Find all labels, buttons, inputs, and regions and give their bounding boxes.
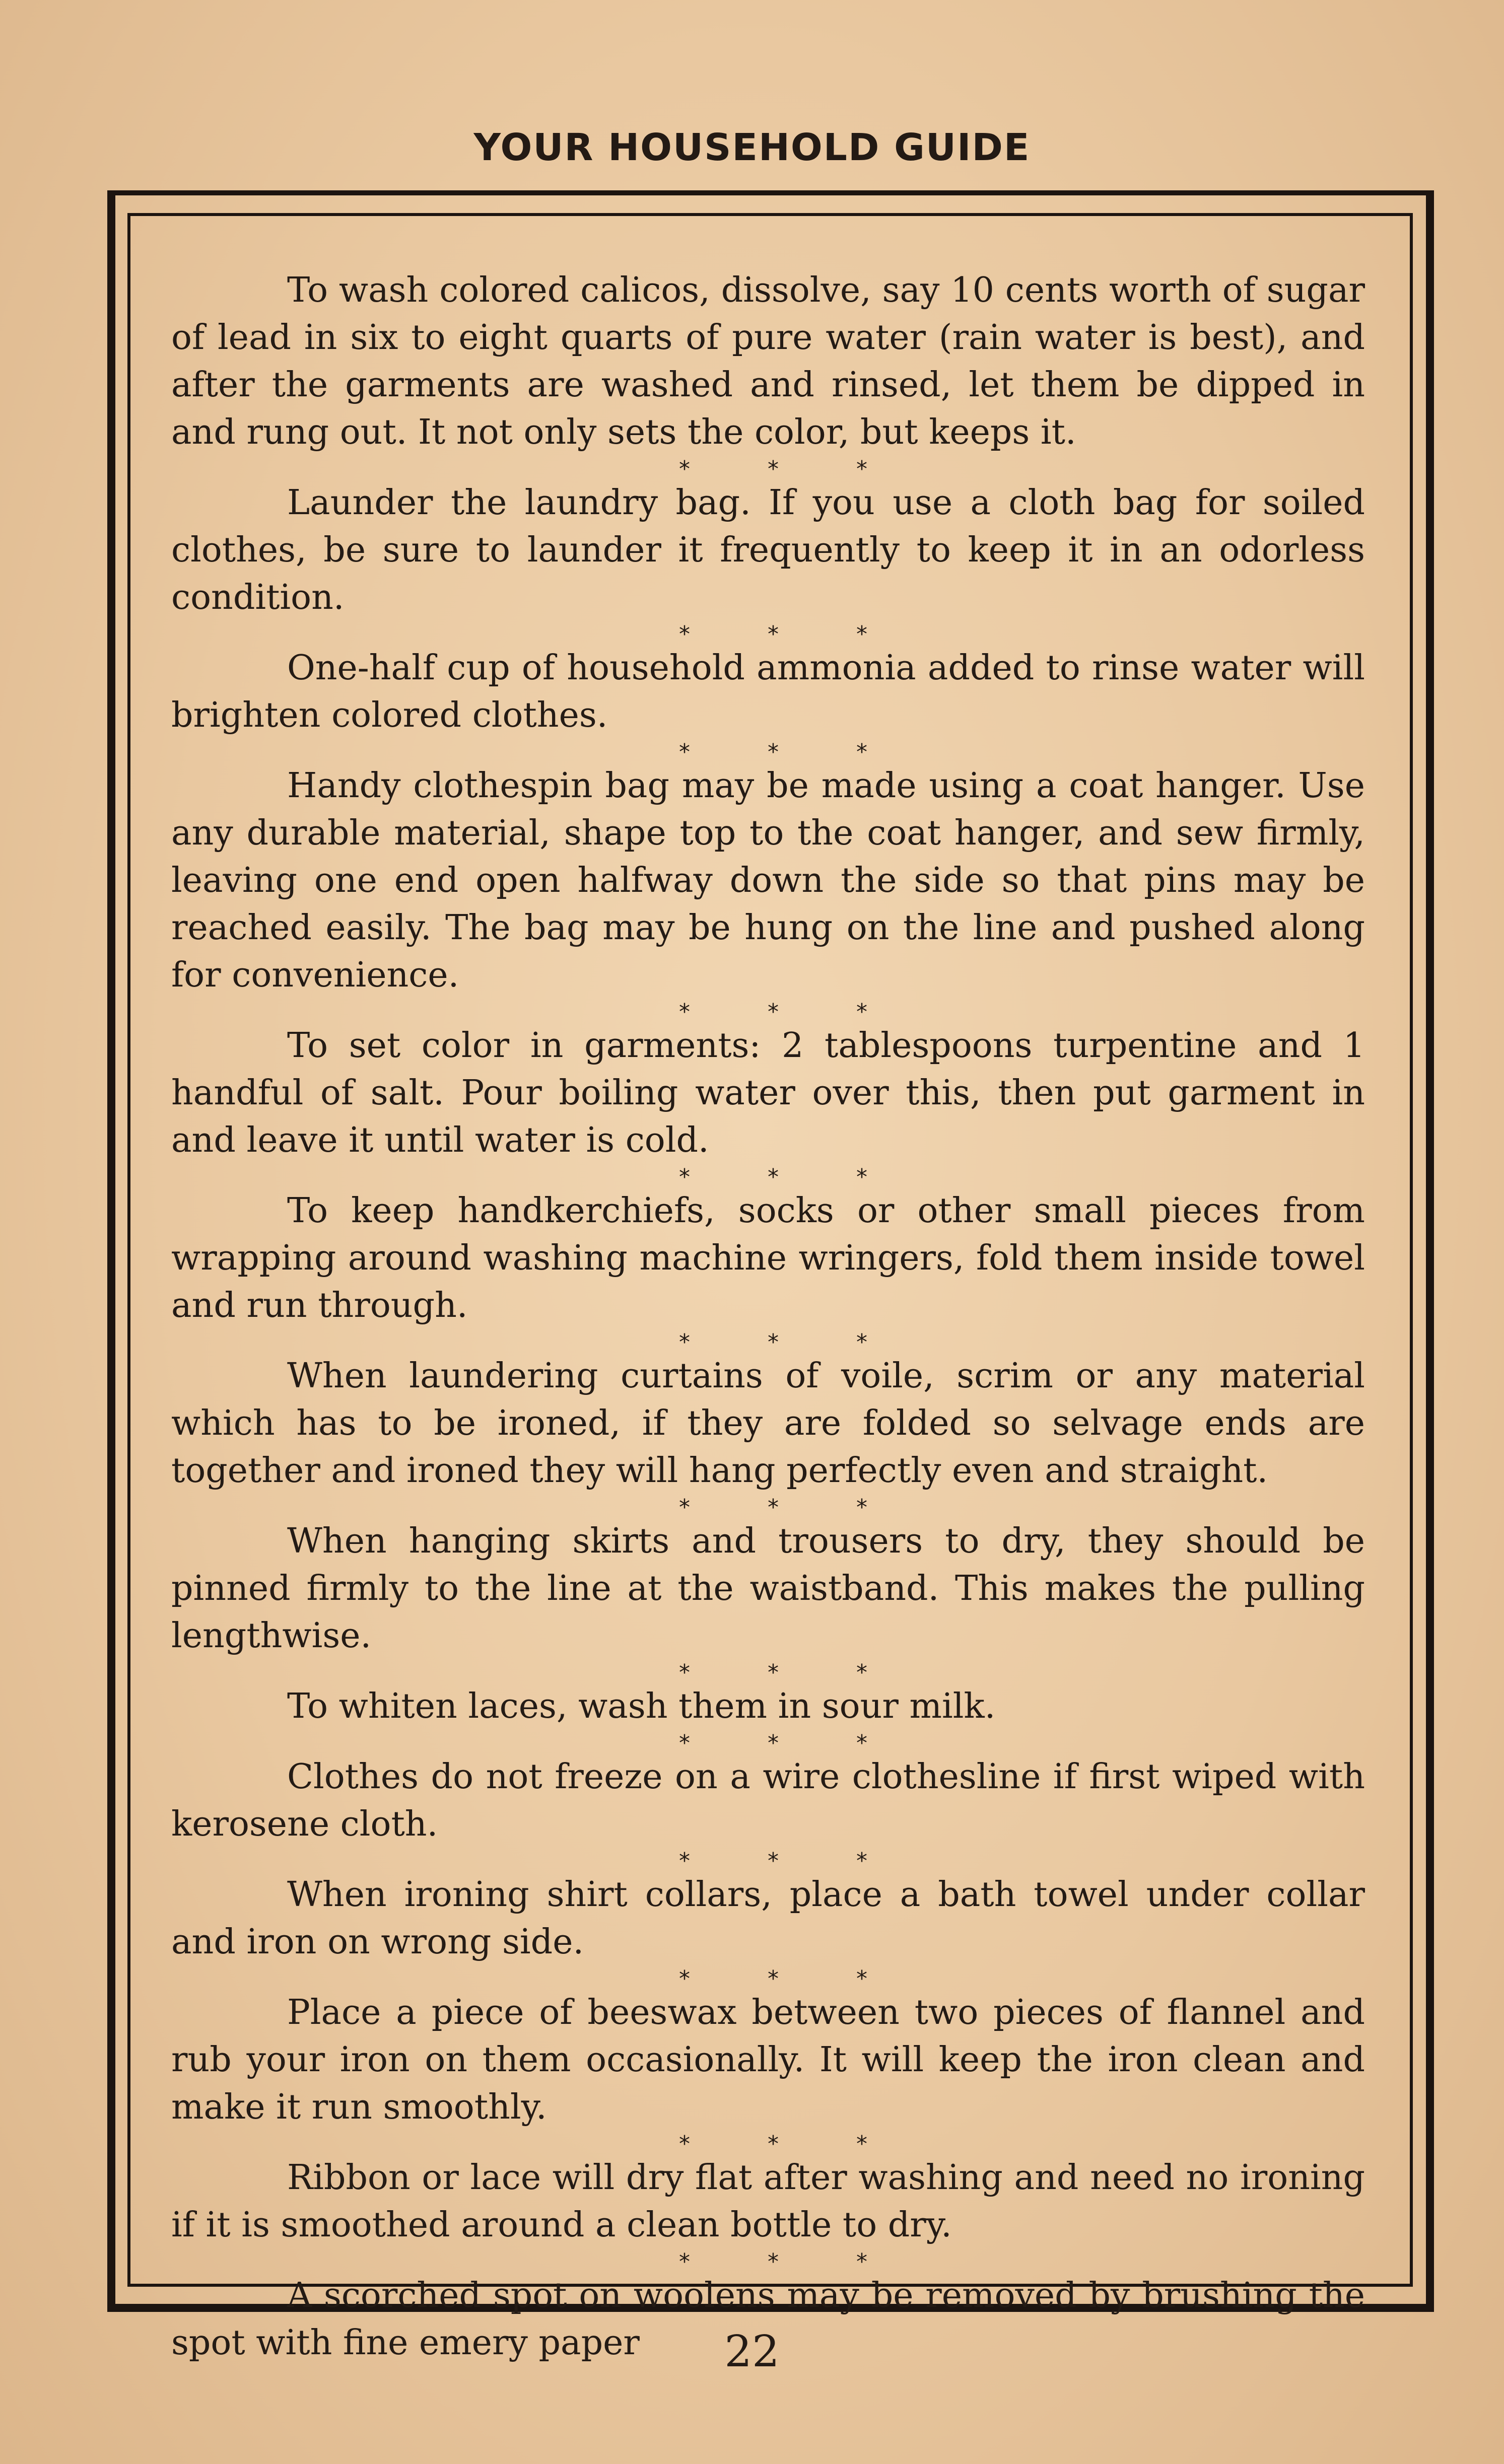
asterisk-separator: * * * bbox=[679, 621, 903, 647]
tip-paragraph: Ribbon or lace will dry flat after washing and need no ironing if it is smoothed around a clean bottle to dry. bbox=[171, 2158, 1365, 2245]
asterisk-separator: * * * bbox=[679, 456, 903, 482]
tip-paragraph: A scorched spot on woolens may be removed by brushing the spot with fine emery paper bbox=[171, 2276, 1365, 2363]
asterisk-separator: * * * bbox=[679, 1848, 903, 1874]
page-number: 22 bbox=[724, 2327, 780, 2377]
asterisk-separator: * * * bbox=[679, 1495, 903, 1520]
asterisk-separator: * * * bbox=[679, 2249, 903, 2275]
tip-paragraph: One-half cup of household ammonia added to rinse water will brighten colored clothes. bbox=[171, 648, 1365, 735]
asterisk-separator: * * * bbox=[679, 1730, 903, 1756]
tip-paragraph: To whiten laces, wash them in sour milk. bbox=[287, 1686, 996, 1726]
asterisk-separator: * * * bbox=[679, 999, 903, 1025]
tip-paragraph: To set color in garments: 2 tablespoons turpentine and 1 handful of salt. Pour boiling water over this, then put garment in and leave it until water is cold. bbox=[171, 1026, 1365, 1160]
asterisk-separator: * * * bbox=[679, 1164, 903, 1190]
tip-paragraph: Launder the laundry bag. If you use a cloth bag for soiled clothes, be sure to launder it frequently to keep it in an odorless condition. bbox=[171, 483, 1365, 617]
tip-paragraph: Place a piece of beeswax between two pieces of flannel and rub your iron on them occasionally. It will keep the iron clean and make it run smoothly. bbox=[171, 1993, 1365, 2127]
tip-paragraph: When laundering curtains of voile, scrim or any material which has to be ironed, if they are folded so selvage ends are together and ironed they will hang perfectly even and straight. bbox=[171, 1356, 1365, 1491]
tips-content bbox=[171, 267, 1365, 2367]
page-header: YOUR HOUSEHOLD GUIDE bbox=[473, 126, 1031, 169]
asterisk-separator: * * * bbox=[679, 1329, 903, 1355]
tip-paragraph: To wash colored calicos, dissolve, say 10 cents worth of sugar of lead in six to eight quarts of pure water (rain water is best), and after the garments are washed and rinsed, let them be dipped in and rung out. It not only sets the color, but keeps it. bbox=[171, 270, 1365, 452]
tip-paragraph: When ironing shirt collars, place a bath towel under collar and iron on wrong side. bbox=[171, 1875, 1365, 1962]
tip-paragraph: To keep handkerchiefs, socks or other small pieces from wrapping around washing machine wringers, fold them inside towel and run through. bbox=[171, 1191, 1365, 1325]
tip-paragraph: Clothes do not freeze on a wire clothesline if first wiped with kerosene cloth. bbox=[171, 1757, 1365, 1844]
asterisk-separator: * * * bbox=[679, 1966, 903, 1992]
asterisk-separator: * * * bbox=[679, 739, 903, 765]
tip-paragraph: When hanging skirts and trousers to dry, they should be pinned firmly to the line at the waistband. This makes the pulling lengthwise. bbox=[171, 1521, 1365, 1656]
asterisk-separator: * * * bbox=[679, 1660, 903, 1685]
tip-paragraph: Handy clothespin bag may be made using a coat hanger. Use any durable material, shape top to the coat hanger, and sew firmly, leaving one end open halfway down the side so that pins may be reached easily. The bag may be hung on the line and pushed along for convenience. bbox=[171, 766, 1365, 995]
asterisk-separator: * * * bbox=[679, 2131, 903, 2157]
